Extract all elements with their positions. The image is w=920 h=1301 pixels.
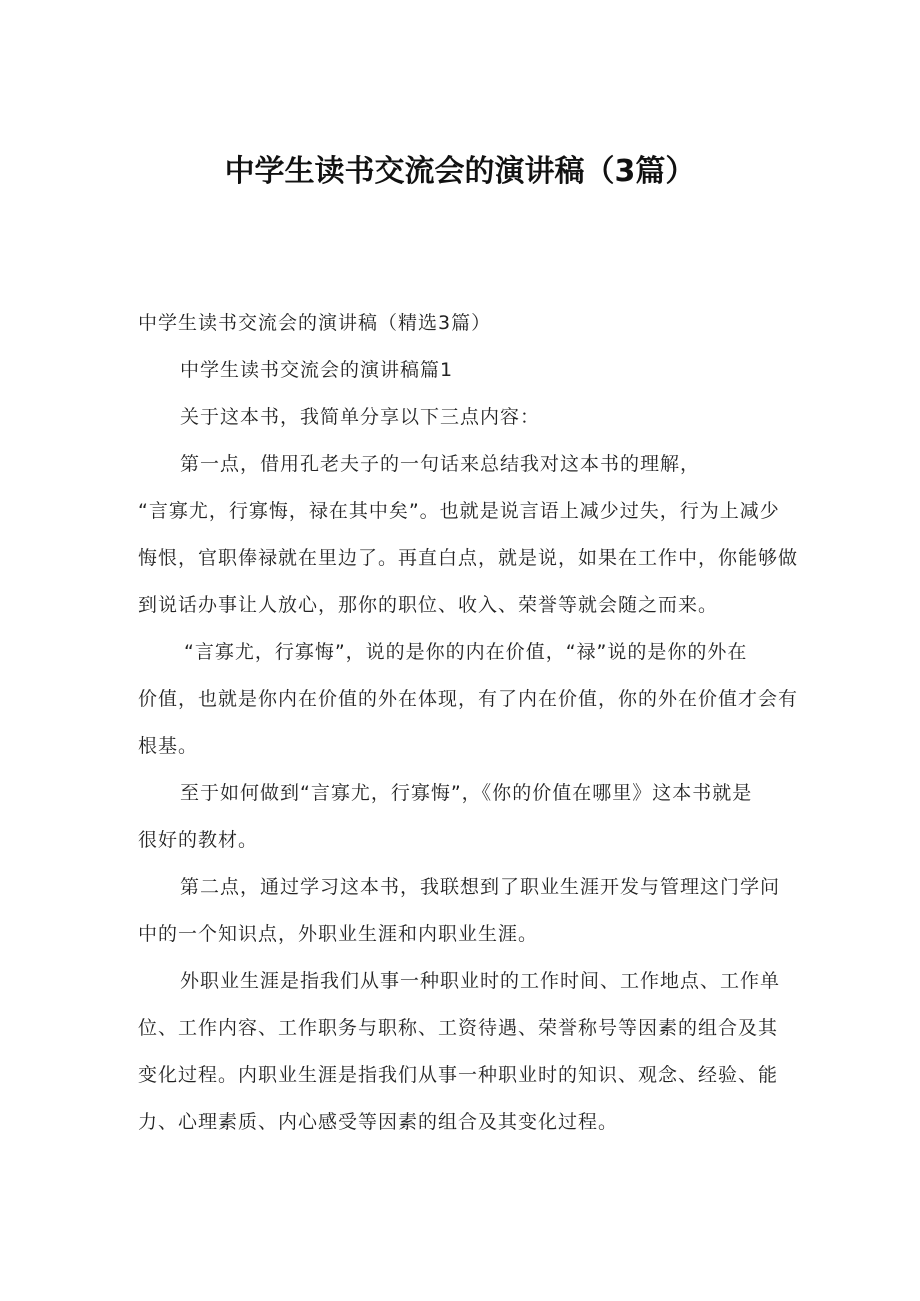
paragraph-line: 中的一个知识点，外职业生涯和内职业生涯。	[138, 923, 539, 945]
document-body	[138, 300, 799, 1146]
paragraph-line: 第一点，借用孔老夫子的一句话来总结我对这本书的理解，	[180, 453, 701, 475]
document-title: 中学生读书交流会的演讲稿（3篇）	[224, 154, 696, 189]
paragraph-line: 很好的教材。	[138, 829, 259, 851]
paragraph-line: 至于如何做到“言寡尤，行寡悔”，《你的价值在哪里》这本书就是	[180, 782, 753, 804]
paragraph-line: “言寡尤，行寡悔”，说的是你的内在价值，“禄”说的是你的外在	[184, 641, 748, 663]
paragraph-line: “言寡尤，行寡悔，禄在其中矣”。也就是说言语上减少过失，行为上减少	[138, 500, 780, 522]
paragraph-line: 位、工作内容、工作职务与职称、工资待遇、荣誉称号等因素的组合及其	[138, 1017, 779, 1039]
paragraph-line: 变化过程。内职业生涯是指我们从事一种职业时的知识、观念、经验、能	[138, 1064, 779, 1086]
paragraph-line: 力、心理素质、内心感受等因素的组合及其变化过程。	[138, 1111, 619, 1133]
paragraph-line: 到说话办事让人放心，那你的职位、收入、荣誉等就会随之而来。	[138, 594, 719, 616]
section-heading: 中学生读书交流会的演讲稿篇1	[180, 359, 454, 381]
paragraph-line: 根基。	[138, 735, 199, 757]
paragraph-line: 价值，也就是你内在价值的外在体现，有了内在价值，你的外在价值才会有	[138, 688, 799, 710]
paragraph-line: 第二点，通过学习这本书，我联想到了职业生涯开发与管理这门学问	[180, 876, 781, 898]
paragraph-line: 悔恨，官职俸禄就在里边了。再直白点，就是说，如果在工作中，你能够做	[138, 547, 799, 569]
paragraph-line: 外职业生涯是指我们从事一种职业时的工作时间、工作地点、工作单	[180, 970, 781, 992]
paragraph-line: 关于这本书，我简单分享以下三点内容：	[180, 406, 541, 428]
document-subtitle: 中学生读书交流会的演讲稿（精选3篇）	[138, 312, 492, 334]
